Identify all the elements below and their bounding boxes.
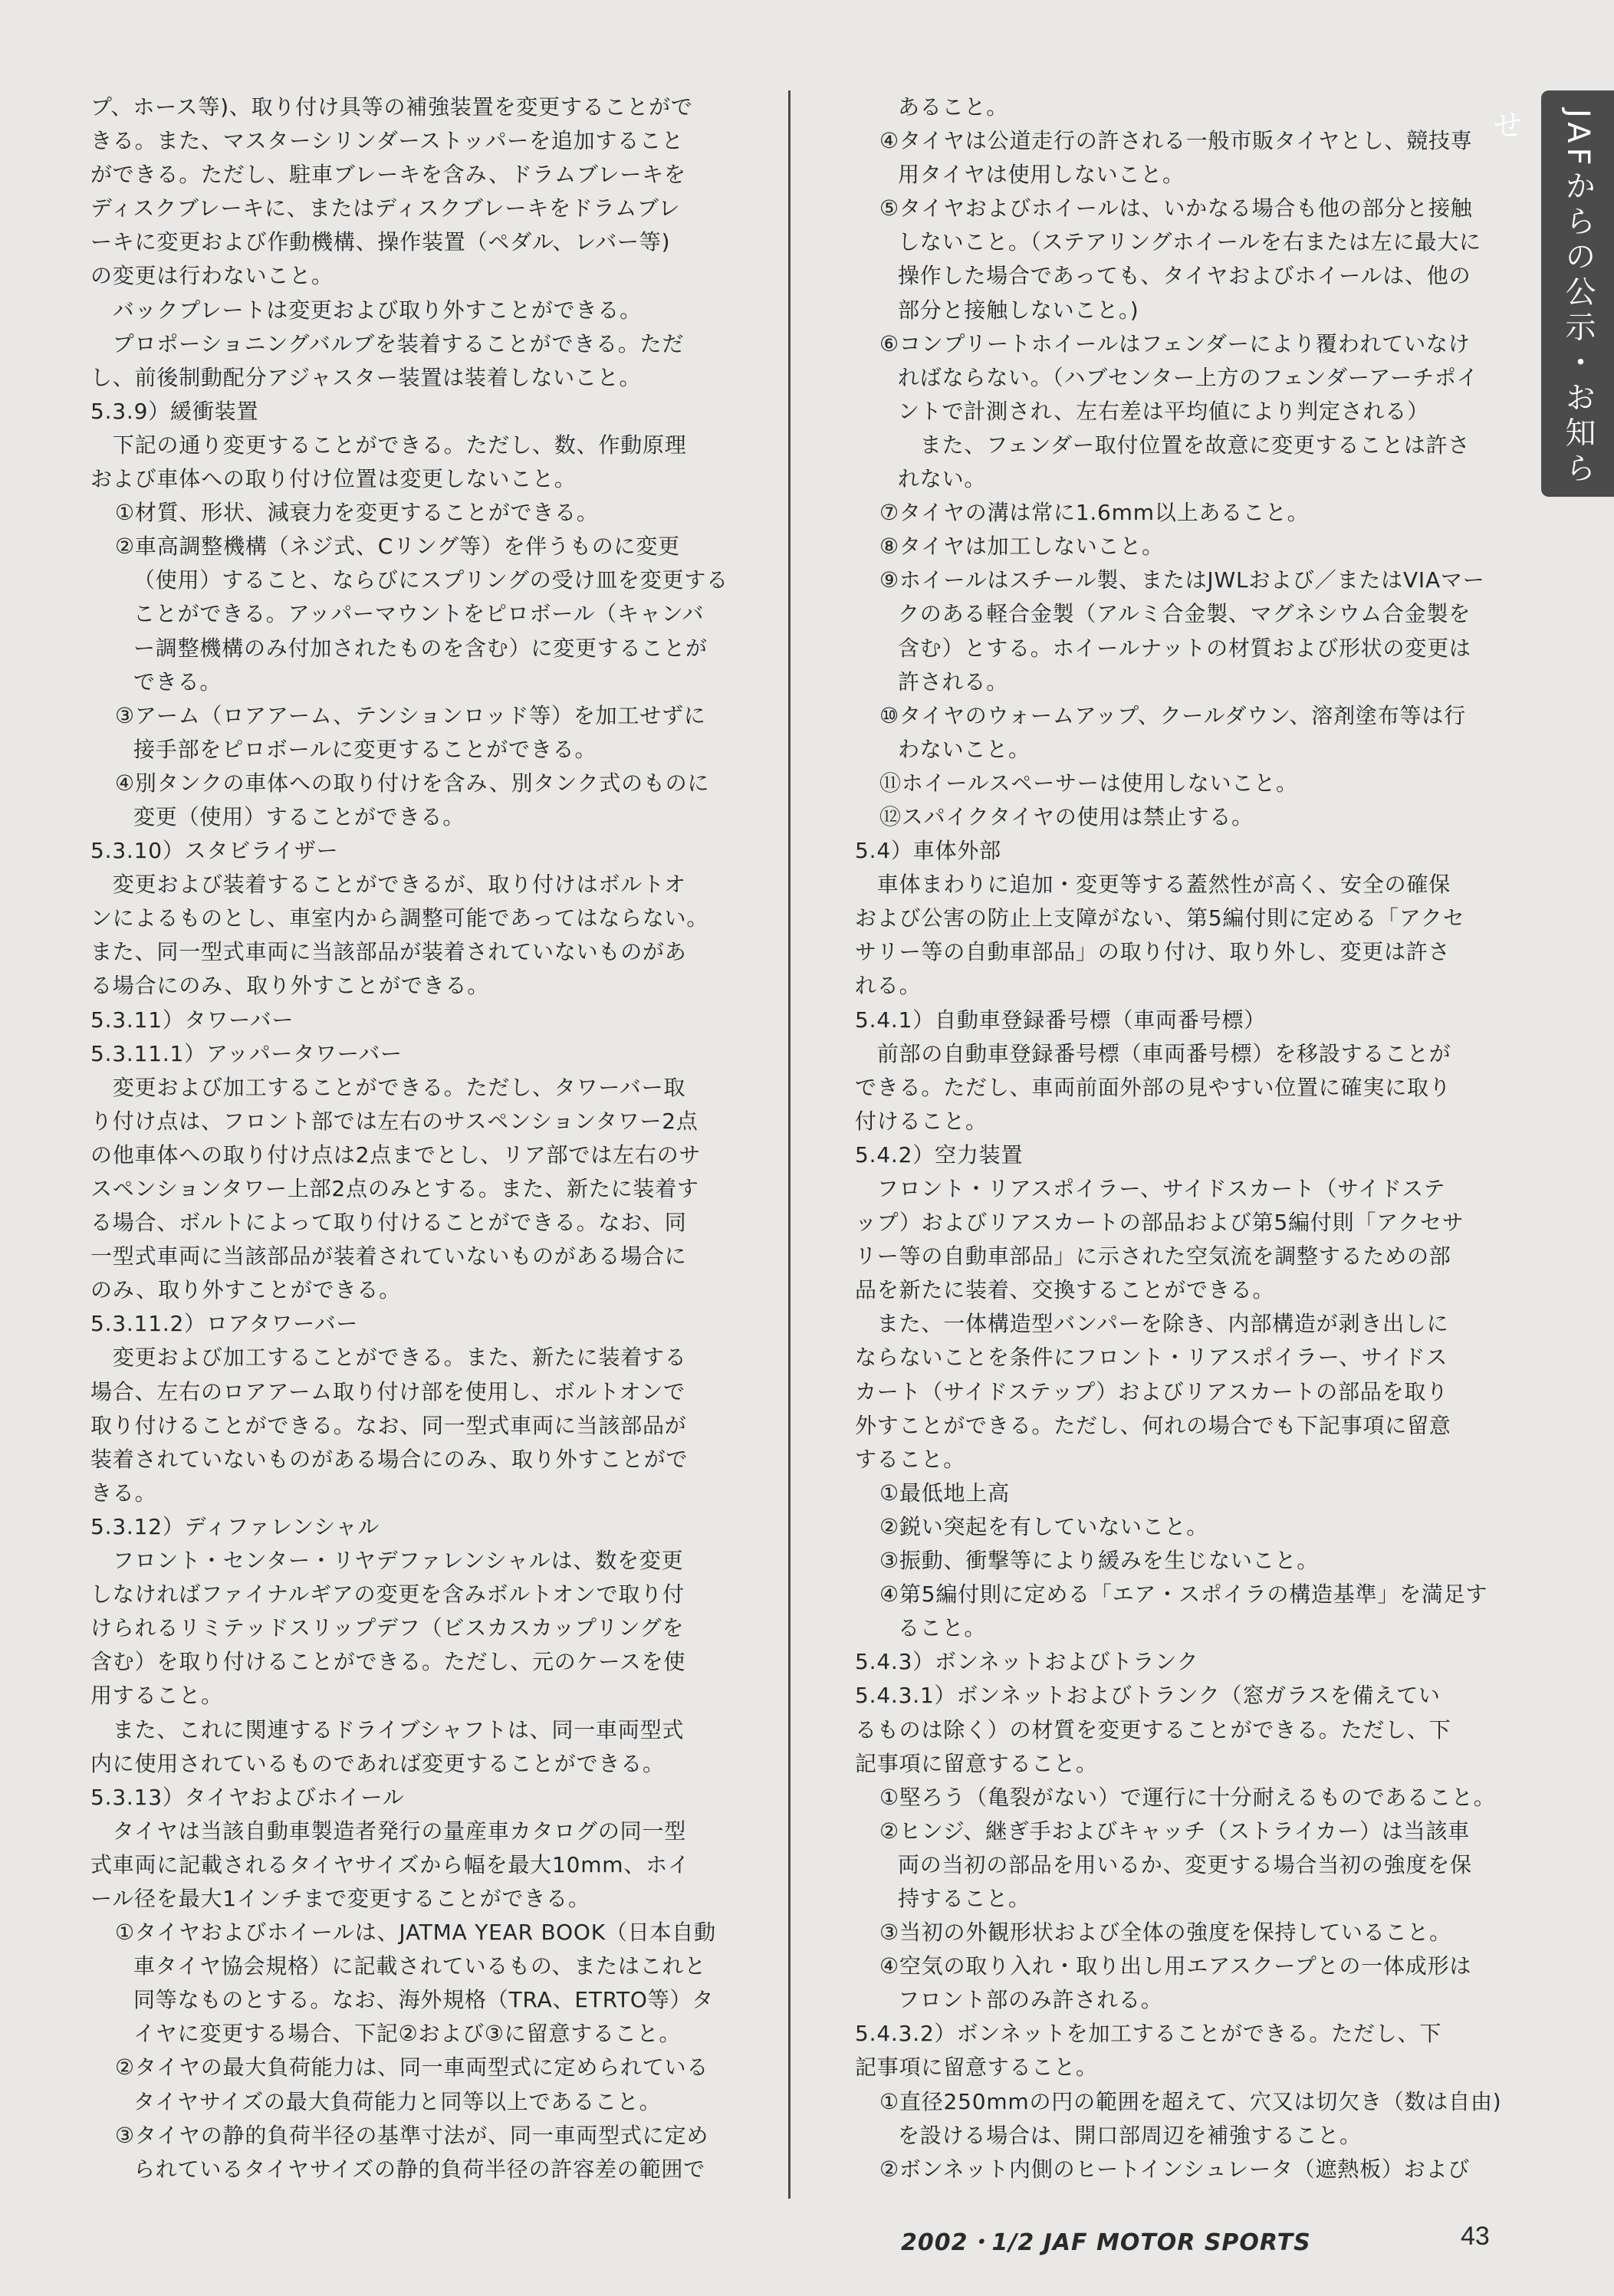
text-line: 接手部をピロボールに変更することができる。: [133, 736, 597, 762]
text-line: のみ、取り外すことができる。: [90, 1277, 401, 1303]
list-item: ②ヒンジ、継ぎ手およびキャッチ（ストライカー）は当該車: [879, 1818, 1471, 1844]
text-line: タイヤサイズの最大負荷能力と同等以上であること。: [133, 2088, 662, 2114]
text-line: 取り付けることができる。なお、同一型式車両に当該部品が: [90, 1412, 687, 1438]
section-heading: 5.4.1）自動車登録番号標（車両番号標）: [855, 1007, 1267, 1033]
text-line: 操作した場合であっても、タイヤおよびホイールは、他の: [898, 263, 1471, 289]
text-line: 一型式車両に当該部品が装着されていないものがある場合に: [90, 1243, 687, 1270]
text-line: しないこと。（ステアリングホイールを右または左に最大に: [898, 229, 1481, 255]
text-line: 車体まわりに追加・変更等する蓋然性が高く、安全の確保: [855, 872, 1451, 898]
list-item: ⑥コンプリートホイールはフェンダーにより覆われていなけ: [879, 330, 1471, 356]
list-item: ⑨ホイールはスチール製、またはJWLおよび／またはVIAマー: [879, 567, 1485, 593]
section-heading: 5.3.11.2）ロアタワーバー: [90, 1311, 359, 1337]
text-line: リー等の自動車部品」に示された空気流を調整するための部: [855, 1243, 1451, 1270]
text-line: すること。: [855, 1446, 966, 1472]
list-item: ④別タンクの車体への取り付けを含み、別タンク式のものに: [115, 770, 710, 796]
list-item: ③振動、衝撃等により緩みを生じないこと。: [879, 1548, 1320, 1574]
text-line: られているタイヤサイズの静的負荷半径の許容差の範囲で: [133, 2156, 706, 2182]
text-line: タイヤは当該自動車製造者発行の量産車カタログの同一型: [90, 1818, 687, 1844]
text-line: り付け点は、フロント部では左右のサスペンションタワー2点: [90, 1108, 699, 1134]
text-line: （使用）すること、ならびにスプリングの受け皿を変更する: [133, 567, 728, 593]
text-line: きる。: [90, 1480, 157, 1506]
text-line: ーキに変更および作動機構、操作装置（ペダル、レバー等): [90, 229, 671, 255]
text-line: 付けること。: [855, 1108, 988, 1134]
right-column: [855, 90, 1522, 2186]
text-line: 記事項に留意すること。: [855, 1750, 1098, 1776]
text-line: の他車体への取り付け点は2点までとし、リア部では左右のサ: [90, 1141, 702, 1168]
section-side-tab: [1487, 90, 1614, 497]
list-item: ①最低地上高: [879, 1480, 1010, 1506]
footer-publication: 2002・1/2 JAF MOTOR SPORTS: [901, 2229, 1311, 2256]
text-line: 内に使用されているものであれば変更することができる。: [90, 1750, 665, 1776]
text-line: できる。: [133, 668, 222, 695]
text-line: ップ）およびリアスカートの部品および第5編付則「アクセサ: [855, 1210, 1464, 1236]
text-line: 式車両に記載されるタイヤサイズから幅を最大10mm、ホイ: [90, 1851, 690, 1877]
text-line: るものは除く）の材質を変更することができる。ただし、下: [855, 1716, 1451, 1743]
list-item: ④空気の取り入れ・取り出し用エアスクープとの一体成形は: [879, 1953, 1472, 1979]
text-line: カート（サイドステップ）およびリアスカートの部品を取り: [855, 1378, 1448, 1404]
text-line: 変更および加工することができる。また、新たに装着する: [90, 1345, 687, 1371]
list-item: ②鋭い突起を有していないこと。: [879, 1513, 1209, 1539]
text-line: を設ける場合は、開口部周辺を補強すること。: [898, 2122, 1362, 2148]
text-line: ンによるものとし、車室内から調整可能であってはならない。: [90, 905, 709, 931]
text-line: の変更は行わないこと。: [90, 263, 334, 289]
text-line: 前部の自動車登録番号標（車両番号標）を移設することが: [855, 1040, 1451, 1066]
text-line: ール径を最大1インチまで変更することができる。: [90, 1885, 590, 1911]
text-line: しなければファイナルギアの変更を含みボルトオンで取り付: [90, 1582, 685, 1608]
text-line: クのある軽合金製（アルミ合金製、マグネシウム合金製を: [898, 601, 1471, 627]
list-item: ⑪ホイールスペーサーは使用しないこと。: [879, 770, 1298, 796]
text-line: 部分と接触しないこと。): [898, 297, 1139, 323]
text-line: また、一体構造型バンパーを除き、内部構造が剥き出しに: [855, 1311, 1449, 1337]
list-item: ②タイヤの最大負荷能力は、同一車両型式に定められている: [115, 2055, 709, 2081]
text-line: プロポーショニングバルブを装着することができる。ただ: [90, 330, 685, 356]
list-item: ②ボンネット内側のヒートインシュレータ（遮熱板）および: [879, 2156, 1471, 2182]
text-line: ントで計測され、左右差は平均値により判定される）: [898, 398, 1429, 424]
text-line: わないこと。: [898, 736, 1031, 762]
section-heading: 5.4.3.1）ボンネットおよびトランク（窓ガラスを備えてい: [855, 1683, 1441, 1709]
text-line: 品を新たに装着、交換することができる。: [855, 1277, 1275, 1303]
list-item: ④タイヤは公道走行の許される一般市販タイヤとし、競技専: [879, 128, 1473, 154]
text-line: フロント・リアスポイラー、サイドスカート（サイドステ: [855, 1176, 1446, 1201]
text-line: 車タイヤ協会規格）に記載されているもの、またはこれと: [133, 1953, 707, 1979]
text-line: プ、ホース等)、取り付け具等の補強装置を変更することがで: [90, 94, 693, 120]
section-heading: 5.4）車体外部: [855, 838, 1001, 864]
side-tab-label: JAFからの公示・お知らせ: [1487, 109, 1596, 488]
text-line: ディスクブレーキに、またはディスクブレーキをドラムブレ: [90, 195, 681, 222]
text-line: あること。: [898, 94, 1009, 120]
text-line: れる。: [855, 973, 922, 999]
text-line: 持すること。: [898, 1885, 1031, 1911]
section-heading: 5.4.3）ボンネットおよびトランク: [855, 1649, 1199, 1675]
text-line: ること。: [898, 1615, 987, 1641]
text-line: 下記の通り変更することができる。ただし、数、作動原理: [90, 432, 687, 458]
section-heading: 5.3.9）緩衝装置: [90, 398, 259, 424]
section-heading: 5.3.13）タイヤおよびホイール: [90, 1784, 405, 1810]
text-line: ことができる。アッパーマウントをピロボール（キャンバ: [133, 601, 705, 627]
text-line: る場合、ボルトによって取り付けることができる。なお、同: [90, 1210, 687, 1236]
section-heading: 5.3.11）タワーバー: [90, 1007, 294, 1033]
list-item: ⑤タイヤおよびホイールは、いかなる場合も他の部分と接触: [879, 195, 1473, 222]
list-item: ③アーム（ロアアーム、テンションロッド等）を加工せずに: [115, 702, 706, 728]
section-heading: 5.4.3.2）ボンネットを加工することができる。ただし、下: [855, 2021, 1442, 2047]
text-line: また、フェンダー取付位置を故意に変更することは許さ: [898, 432, 1471, 458]
list-item: ①堅ろう（亀裂がない）で運行に十分耐えるものであること。: [879, 1784, 1496, 1810]
text-line: また、これに関連するドライブシャフトは、同一車両型式: [90, 1716, 685, 1743]
text-line: 同等なものとする。なお、海外規格（TRA、ETRTO等）タ: [133, 1987, 715, 2013]
text-line: 装着されていないものがある場合にのみ、取り外すことがで: [90, 1446, 689, 1472]
list-item: ⑩タイヤのウォームアップ、クールダウン、溶剤塗布等は行: [879, 702, 1466, 728]
section-heading: 5.4.2）空力装置: [855, 1141, 1024, 1168]
list-item: ①材質、形状、減衰力を変更することができる。: [115, 500, 599, 526]
list-item: ⑫スパイクタイヤの使用は禁止する。: [879, 803, 1254, 829]
text-line: 場合、左右のロアアーム取り付け部を使用し、ボルトオンで: [90, 1378, 685, 1404]
text-line: フロント部のみ許される。: [898, 1987, 1163, 2013]
text-line: れない。: [898, 466, 987, 492]
text-line: できる。ただし、車両前面外部の見やすい位置に確実に取り: [855, 1074, 1451, 1100]
section-heading: 5.3.10）スタビライザー: [90, 838, 339, 864]
text-line: フロント・センター・リヤデファレンシャルは、数を変更: [90, 1548, 684, 1574]
text-line: 両の当初の部品を用いるか、変更する場合当初の強度を保: [898, 1851, 1472, 1877]
text-line: 変更および加工することができる。ただし、タワーバー取: [90, 1074, 686, 1100]
list-item: ③タイヤの静的負荷半径の基準寸法が、同一車両型式に定め: [115, 2122, 709, 2148]
text-line: 変更（使用）することができる。: [133, 803, 465, 829]
list-item: ①タイヤおよびホイールは、JATMA YEAR BOOK（日本自動: [115, 1920, 716, 1946]
list-item: ⑦タイヤの溝は常に1.6mm以上あること。: [879, 500, 1310, 526]
text-line: 変更および装着することができるが、取り付けはボルトオ: [90, 872, 686, 898]
text-line: スペンションタワー上部2点のみとする。また、新たに装着す: [90, 1176, 699, 1201]
text-line: 含む）とする。ホイールナットの材質および形状の変更は: [898, 635, 1471, 661]
text-line: きる。また、マスターシリンダーストッパーを追加すること: [90, 128, 684, 154]
list-item: ④第5編付則に定める「エア・スポイラの構造基準」を満足す: [879, 1582, 1488, 1608]
section-heading: 5.3.11.1）アッパータワーバー: [90, 1040, 403, 1066]
text-line: ー調整機構のみ付加されたものを含む）に変更することが: [133, 635, 708, 661]
text-line: 許される。: [898, 668, 1009, 695]
list-item: ⑧タイヤは加工しないこと。: [879, 534, 1164, 560]
text-line: および車体への取り付け位置は変更しないこと。: [90, 466, 577, 492]
column-divider: [788, 90, 791, 2199]
text-line: バックプレートは変更および取り外すことができる。: [90, 297, 642, 323]
text-line: 記事項に留意すること。: [855, 2055, 1098, 2081]
text-line: 外すことができる。ただし、何れの場合でも下記事項に留意: [855, 1412, 1451, 1438]
text-line: し、前後制動配分アジャスター装置は装着しないこと。: [90, 364, 642, 390]
list-item: ②車高調整機構（ネジ式、Cリング等）を伴うものに変更: [115, 534, 680, 560]
text-line: また、同一型式車両に当該部品が装着されていないものがあ: [90, 939, 687, 965]
text-line: 用すること。: [90, 1683, 223, 1709]
text-line: 用タイヤは使用しないこと。: [898, 162, 1185, 188]
text-line: および公害の防止上支障がない、第5編付則に定める「アクセ: [855, 905, 1465, 931]
text-line: けられるリミテッドスリップデフ（ビスカスカップリングを: [90, 1615, 685, 1641]
text-line: 含む）を取り付けることができる。ただし、元のケースを使: [90, 1649, 686, 1675]
text-line: ればならない。（ハブセンター上方のフェンダーアーチポイ: [898, 364, 1479, 390]
page-number: 43: [1461, 2222, 1490, 2251]
text-line: る場合にのみ、取り外すことができる。: [90, 973, 490, 999]
left-column: [90, 90, 758, 2186]
list-item: ①直径250mmの円の範囲を超えて、穴又は切欠き（数は自由): [879, 2088, 1502, 2114]
text-line: イヤに変更する場合、下記②および③に留意すること。: [133, 2021, 682, 2047]
text-line: ならないことを条件にフロント・リアスポイラー、サイドス: [855, 1345, 1448, 1371]
list-item: ③当初の外観形状および全体の強度を保持していること。: [879, 1920, 1451, 1946]
section-heading: 5.3.12）ディファレンシャル: [90, 1513, 380, 1539]
text-line: ができる。ただし、駐車ブレーキを含み、ドラムブレーキを: [90, 162, 686, 188]
text-line: サリー等の自動車部品」の取り付け、取り外し、変更は許さ: [855, 939, 1451, 965]
